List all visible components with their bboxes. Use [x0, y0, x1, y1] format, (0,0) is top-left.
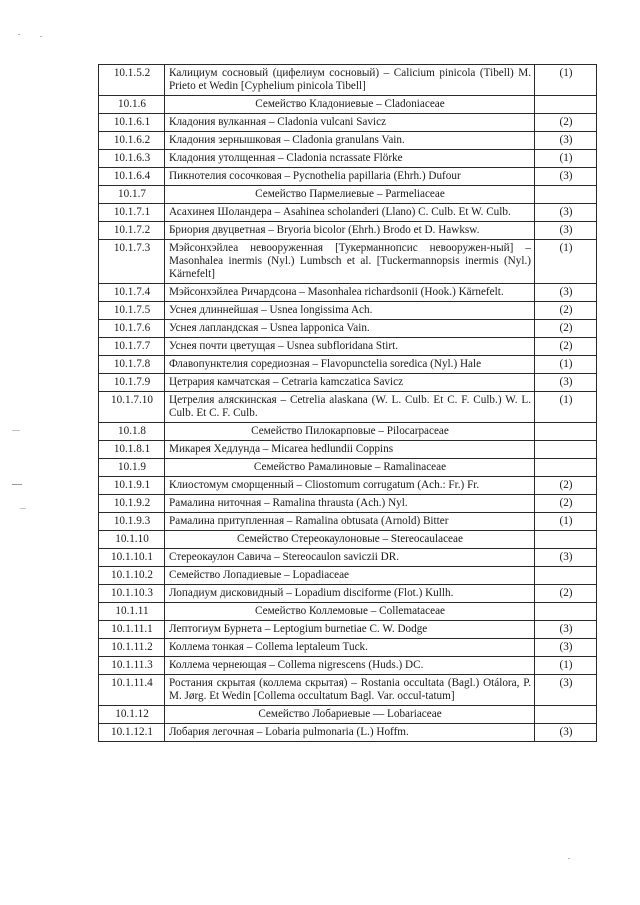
row-number: 10.1.7	[99, 186, 165, 204]
category-value	[535, 603, 597, 621]
scan-speck	[40, 36, 42, 37]
category-value: (3)	[535, 204, 597, 222]
scan-speck	[568, 858, 570, 859]
category-value: (2)	[535, 338, 597, 356]
category-value: (3)	[535, 374, 597, 392]
species-row	[99, 374, 597, 392]
family-row	[99, 603, 597, 621]
family-name: Семейство Пилокарповые – Pilocarpaceae	[165, 423, 535, 441]
category-value: (1)	[535, 356, 597, 374]
species-row	[99, 621, 597, 639]
species-row	[99, 150, 597, 168]
row-number: 10.1.6.4	[99, 168, 165, 186]
category-value: (1)	[535, 65, 597, 96]
family-name: Семейство Коллемовые – Collemataceae	[165, 603, 535, 621]
category-value	[535, 459, 597, 477]
category-value: (1)	[535, 513, 597, 531]
category-value: (3)	[535, 132, 597, 150]
family-row	[99, 186, 597, 204]
category-value	[535, 423, 597, 441]
species-name: Кладония зернышковая – Cladonia granulans Vain.	[165, 132, 535, 150]
species-name: Коллема чернеющая – Collema nigrescens (Huds.) DC.	[165, 657, 535, 675]
species-name: Флавопунктелия соредиозная – Flavopunctelia soredica (Nyl.) Hale	[165, 356, 535, 374]
species-name: Рамалина притупленная – Ramalina obtusata (Arnold) Bitter	[165, 513, 535, 531]
category-value: (2)	[535, 585, 597, 603]
species-name: Калициум сосновый (цифелиум сосновый) – Calicium pinicola (Tibell) M. Prieto et Wedin [Cyphelium pinicola Tibell]	[165, 65, 535, 96]
row-number: 10.1.11.3	[99, 657, 165, 675]
category-value: (3)	[535, 639, 597, 657]
category-value	[535, 706, 597, 724]
species-row	[99, 132, 597, 150]
species-name: Лобария легочная – Lobaria pulmonaria (L.) Hoffm.	[165, 724, 535, 742]
species-row	[99, 477, 597, 495]
species-row	[99, 240, 597, 284]
row-number: 10.1.12	[99, 706, 165, 724]
species-name: Кладония вулканная – Cladonia vulcani Savicz	[165, 114, 535, 132]
species-name: Пикнотелия сосочковая – Pycnothelia papillaria (Ehrh.) Dufour	[165, 168, 535, 186]
row-number: 10.1.6.1	[99, 114, 165, 132]
category-value: (3)	[535, 675, 597, 706]
category-value: (1)	[535, 150, 597, 168]
species-row	[99, 320, 597, 338]
species-row	[99, 338, 597, 356]
species-row	[99, 675, 597, 706]
category-value: (1)	[535, 657, 597, 675]
row-number: 10.1.11.2	[99, 639, 165, 657]
species-row	[99, 549, 597, 567]
family-row	[99, 423, 597, 441]
species-name: Мэйсонхэйлеа Ричардсона – Masonhalea richardsonii (Hook.) Kärnefelt.	[165, 284, 535, 302]
species-name: Микарея Хедлунда – Micarea hedlundii Coppins	[165, 441, 535, 459]
row-number: 10.1.5.2	[99, 65, 165, 96]
category-value: (3)	[535, 222, 597, 240]
row-number: 10.1.10.3	[99, 585, 165, 603]
category-value	[535, 96, 597, 114]
category-value	[535, 531, 597, 549]
species-row	[99, 567, 597, 585]
species-name: Рамалина ниточная – Ramalina thrausta (Ach.) Nyl.	[165, 495, 535, 513]
species-row	[99, 222, 597, 240]
family-name: Семейство Кладониевые – Cladoniaceae	[165, 96, 535, 114]
row-number: 10.1.11.1	[99, 621, 165, 639]
species-row	[99, 392, 597, 423]
family-row	[99, 96, 597, 114]
row-number: 10.1.9.2	[99, 495, 165, 513]
category-value: (3)	[535, 621, 597, 639]
scan-mark	[20, 508, 26, 509]
row-number: 10.1.9.1	[99, 477, 165, 495]
row-number: 10.1.9	[99, 459, 165, 477]
row-number: 10.1.6.2	[99, 132, 165, 150]
category-value	[535, 186, 597, 204]
species-name: Лептогиум Бурнета – Leptogium burnetiae C. W. Dodge	[165, 621, 535, 639]
family-name: Семейство Лобариевые — Lobariaceae	[165, 706, 535, 724]
row-number: 10.1.8	[99, 423, 165, 441]
species-name: Лопадиум дисковидный – Lopadium disciforme (Flot.) Kullh.	[165, 585, 535, 603]
species-name: Асахинея Шоландера – Asahinea scholanderi (Llano) C. Culb. Et W. Culb.	[165, 204, 535, 222]
category-value: (1)	[535, 392, 597, 423]
row-number: 10.1.7.1	[99, 204, 165, 222]
category-value	[535, 567, 597, 585]
row-number: 10.1.12.1	[99, 724, 165, 742]
row-number: 10.1.7.9	[99, 374, 165, 392]
category-value: (3)	[535, 724, 597, 742]
species-row	[99, 114, 597, 132]
species-name: Уснея длиннейшая – Usnea longissima Ach.	[165, 302, 535, 320]
family-row	[99, 459, 597, 477]
species-name: Уснея лапландская – Usnea lapponica Vain.	[165, 320, 535, 338]
species-row	[99, 513, 597, 531]
species-name: Коллема тонкая – Collema leptaleum Tuck.	[165, 639, 535, 657]
row-number: 10.1.10	[99, 531, 165, 549]
row-number: 10.1.7.10	[99, 392, 165, 423]
species-row	[99, 284, 597, 302]
species-name: Клиостомум сморщенный – Cliostomum corrugatum (Ach.: Fr.) Fr.	[165, 477, 535, 495]
species-name: Семейство Лопадиевые – Lopadiaceae	[165, 567, 535, 585]
category-value: (3)	[535, 284, 597, 302]
species-name: Стереокаулон Савича – Stereocaulon saviczii DR.	[165, 549, 535, 567]
row-number: 10.1.7.3	[99, 240, 165, 284]
species-row	[99, 356, 597, 374]
row-number: 10.1.7.6	[99, 320, 165, 338]
scan-speck	[18, 34, 20, 35]
species-name: Мэйсонхэйлеа невооруженная [Тукерманнопсис невооружен-ный] – Masonhalea inermis (Nyl.) Lumbsch et al. [Tuckermannopsis inermis (Nyl.) Kärnefelt]	[165, 240, 535, 284]
species-name: Кладония утолщенная – Cladonia ncrassate Flörke	[165, 150, 535, 168]
category-value: (3)	[535, 168, 597, 186]
row-number: 10.1.7.8	[99, 356, 165, 374]
category-value: (2)	[535, 477, 597, 495]
category-value: (3)	[535, 549, 597, 567]
family-name: Семейство Пармелиевые – Parmeliaceae	[165, 186, 535, 204]
row-number: 10.1.7.4	[99, 284, 165, 302]
species-name: Бриория двуцветная – Bryoria bicolor (Ehrh.) Brodo et D. Hawksw.	[165, 222, 535, 240]
species-table	[98, 64, 597, 742]
family-name: Семейство Стереокаулоновые – Stereocaulaceae	[165, 531, 535, 549]
row-number: 10.1.7.7	[99, 338, 165, 356]
category-value: (2)	[535, 320, 597, 338]
row-number: 10.1.9.3	[99, 513, 165, 531]
row-number: 10.1.10.2	[99, 567, 165, 585]
family-row	[99, 706, 597, 724]
species-row	[99, 204, 597, 222]
species-name: Цетрелия аляскинская – Cetrelia alaskana (W. L. Culb. Et C. F. Culb.) W. L. Culb. Et C. F. Culb.	[165, 392, 535, 423]
category-value: (2)	[535, 302, 597, 320]
row-number: 10.1.7.5	[99, 302, 165, 320]
species-row	[99, 302, 597, 320]
category-value: (2)	[535, 114, 597, 132]
species-row	[99, 639, 597, 657]
species-row	[99, 585, 597, 603]
scan-mark	[12, 430, 20, 431]
species-name: Цетрария камчатская – Cetraria kamczatica Savicz	[165, 374, 535, 392]
family-row	[99, 531, 597, 549]
scan-mark	[12, 484, 22, 485]
row-number: 10.1.11	[99, 603, 165, 621]
family-name: Семейство Рамалиновые – Ramalinaceae	[165, 459, 535, 477]
row-number: 10.1.6.3	[99, 150, 165, 168]
species-row	[99, 65, 597, 96]
row-number: 10.1.10.1	[99, 549, 165, 567]
species-row	[99, 495, 597, 513]
species-row	[99, 724, 597, 742]
category-value	[535, 441, 597, 459]
row-number: 10.1.7.2	[99, 222, 165, 240]
category-value: (2)	[535, 495, 597, 513]
species-row	[99, 441, 597, 459]
species-row	[99, 657, 597, 675]
row-number: 10.1.11.4	[99, 675, 165, 706]
species-name: Ростания скрытая (коллема скрытая) – Rostania occultata (Bagl.) Otálora, P. M. Jørg. Et Wedin [Collema occultatum Bagl. Var. occul-tatum]	[165, 675, 535, 706]
category-value: (1)	[535, 240, 597, 284]
species-row	[99, 168, 597, 186]
row-number: 10.1.8.1	[99, 441, 165, 459]
species-name: Уснея почти цветущая – Usnea subfloridana Stirt.	[165, 338, 535, 356]
row-number: 10.1.6	[99, 96, 165, 114]
